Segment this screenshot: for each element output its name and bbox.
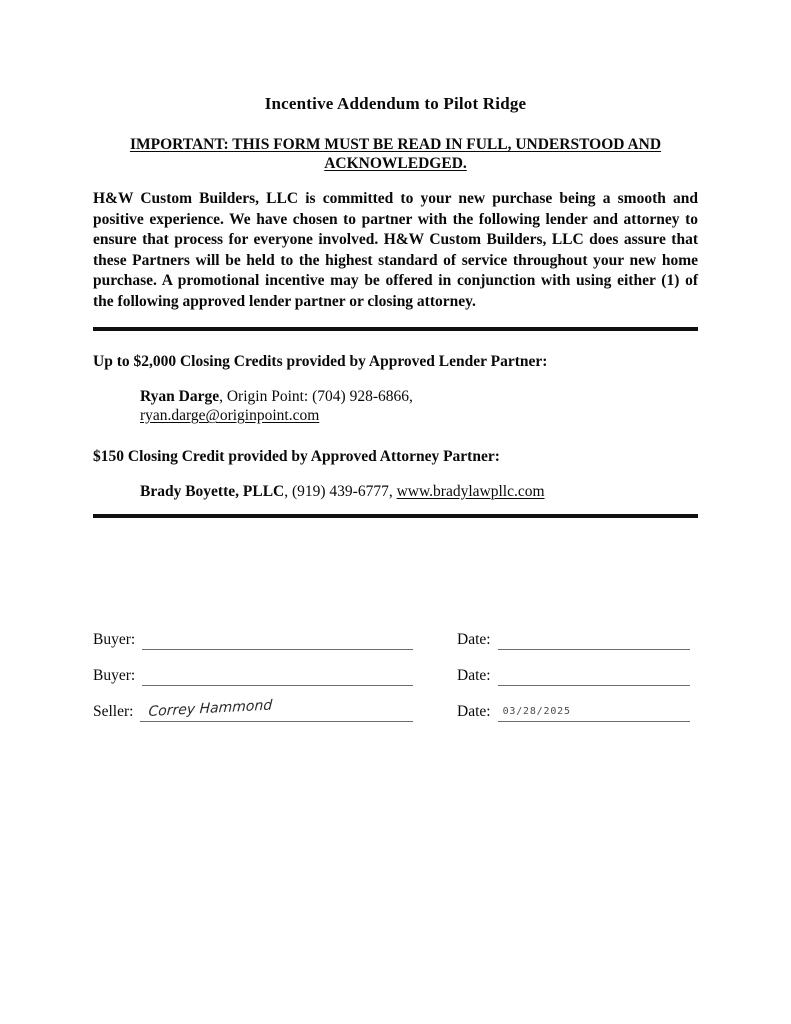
date-2-label: Date:: [457, 667, 491, 685]
attorney-contact-details: , (919) 439-6777,: [284, 482, 397, 500]
buyer-2-label: Buyer:: [93, 667, 136, 685]
date-3-value: 03/28/2025: [502, 706, 571, 718]
seller-cell: [93, 697, 413, 722]
signature-block: [93, 628, 698, 722]
buyer-2-signature-line[interactable]: [142, 664, 413, 686]
lender-contact: [93, 387, 698, 426]
buyer-1-label: Buyer:: [93, 631, 136, 649]
buyer-1-signature-line[interactable]: [142, 628, 413, 650]
seller-signature-value: Correy Hammond: [148, 697, 274, 721]
date-1-cell: [457, 628, 690, 650]
date-2-line[interactable]: [498, 664, 690, 686]
buyer-2-cell: [93, 664, 413, 686]
date-2-cell: [457, 664, 690, 686]
attorney-contact-name: Brady Boyette, PLLC: [140, 482, 285, 500]
seller-label: Seller:: [93, 703, 134, 721]
document-title: Incentive Addendum to Pilot Ridge: [264, 94, 527, 113]
seller-signature-line[interactable]: [140, 697, 413, 722]
important-notice: IMPORTANT: THIS FORM MUST BE READ IN FULL, UNDERSTOOD AND ACKNOWLEDGED.: [129, 136, 662, 172]
lender-contact-name: Ryan Darge: [140, 387, 220, 405]
date-1-line[interactable]: [498, 628, 690, 650]
date-3-label: Date:: [457, 703, 491, 721]
lender-email-link[interactable]: ryan.darge@originpoint.com: [140, 407, 320, 425]
lender-contact-details: , Origin Point: (704) 928-6866,: [219, 387, 413, 405]
seller-signature-row: [93, 697, 698, 722]
buyer-signature-row-1: [93, 628, 698, 650]
date-3-cell: [457, 700, 690, 722]
date-3-line[interactable]: [498, 700, 690, 722]
attorney-contact: [93, 482, 698, 502]
divider-top: [93, 327, 698, 331]
attorney-section-heading: $150 Closing Credit provided by Approved Attorney Partner:: [93, 447, 500, 465]
lender-section-heading: Up to $2,000 Closing Credits provided by Approved Lender Partner:: [93, 352, 548, 370]
intro-paragraph: H&W Custom Builders, LLC is committed to your new purchase being a smooth and positive experience. We have chosen to partner with the following lender and attorney to ensure that process for everyone involved. H&W Custom Builders, LLC does assure that these Partners will be held to the highest standard of service throughout your new home purchase. A promotional incentive may be offered in conjunction with using either (1) of the following approved lender partner or closing attorney.: [93, 190, 698, 310]
buyer-signature-row-2: [93, 664, 698, 686]
divider-bottom: [93, 514, 698, 518]
date-1-label: Date:: [457, 631, 491, 649]
attorney-website-link[interactable]: www.bradylawpllc.com: [396, 482, 545, 500]
buyer-1-cell: [93, 628, 413, 650]
